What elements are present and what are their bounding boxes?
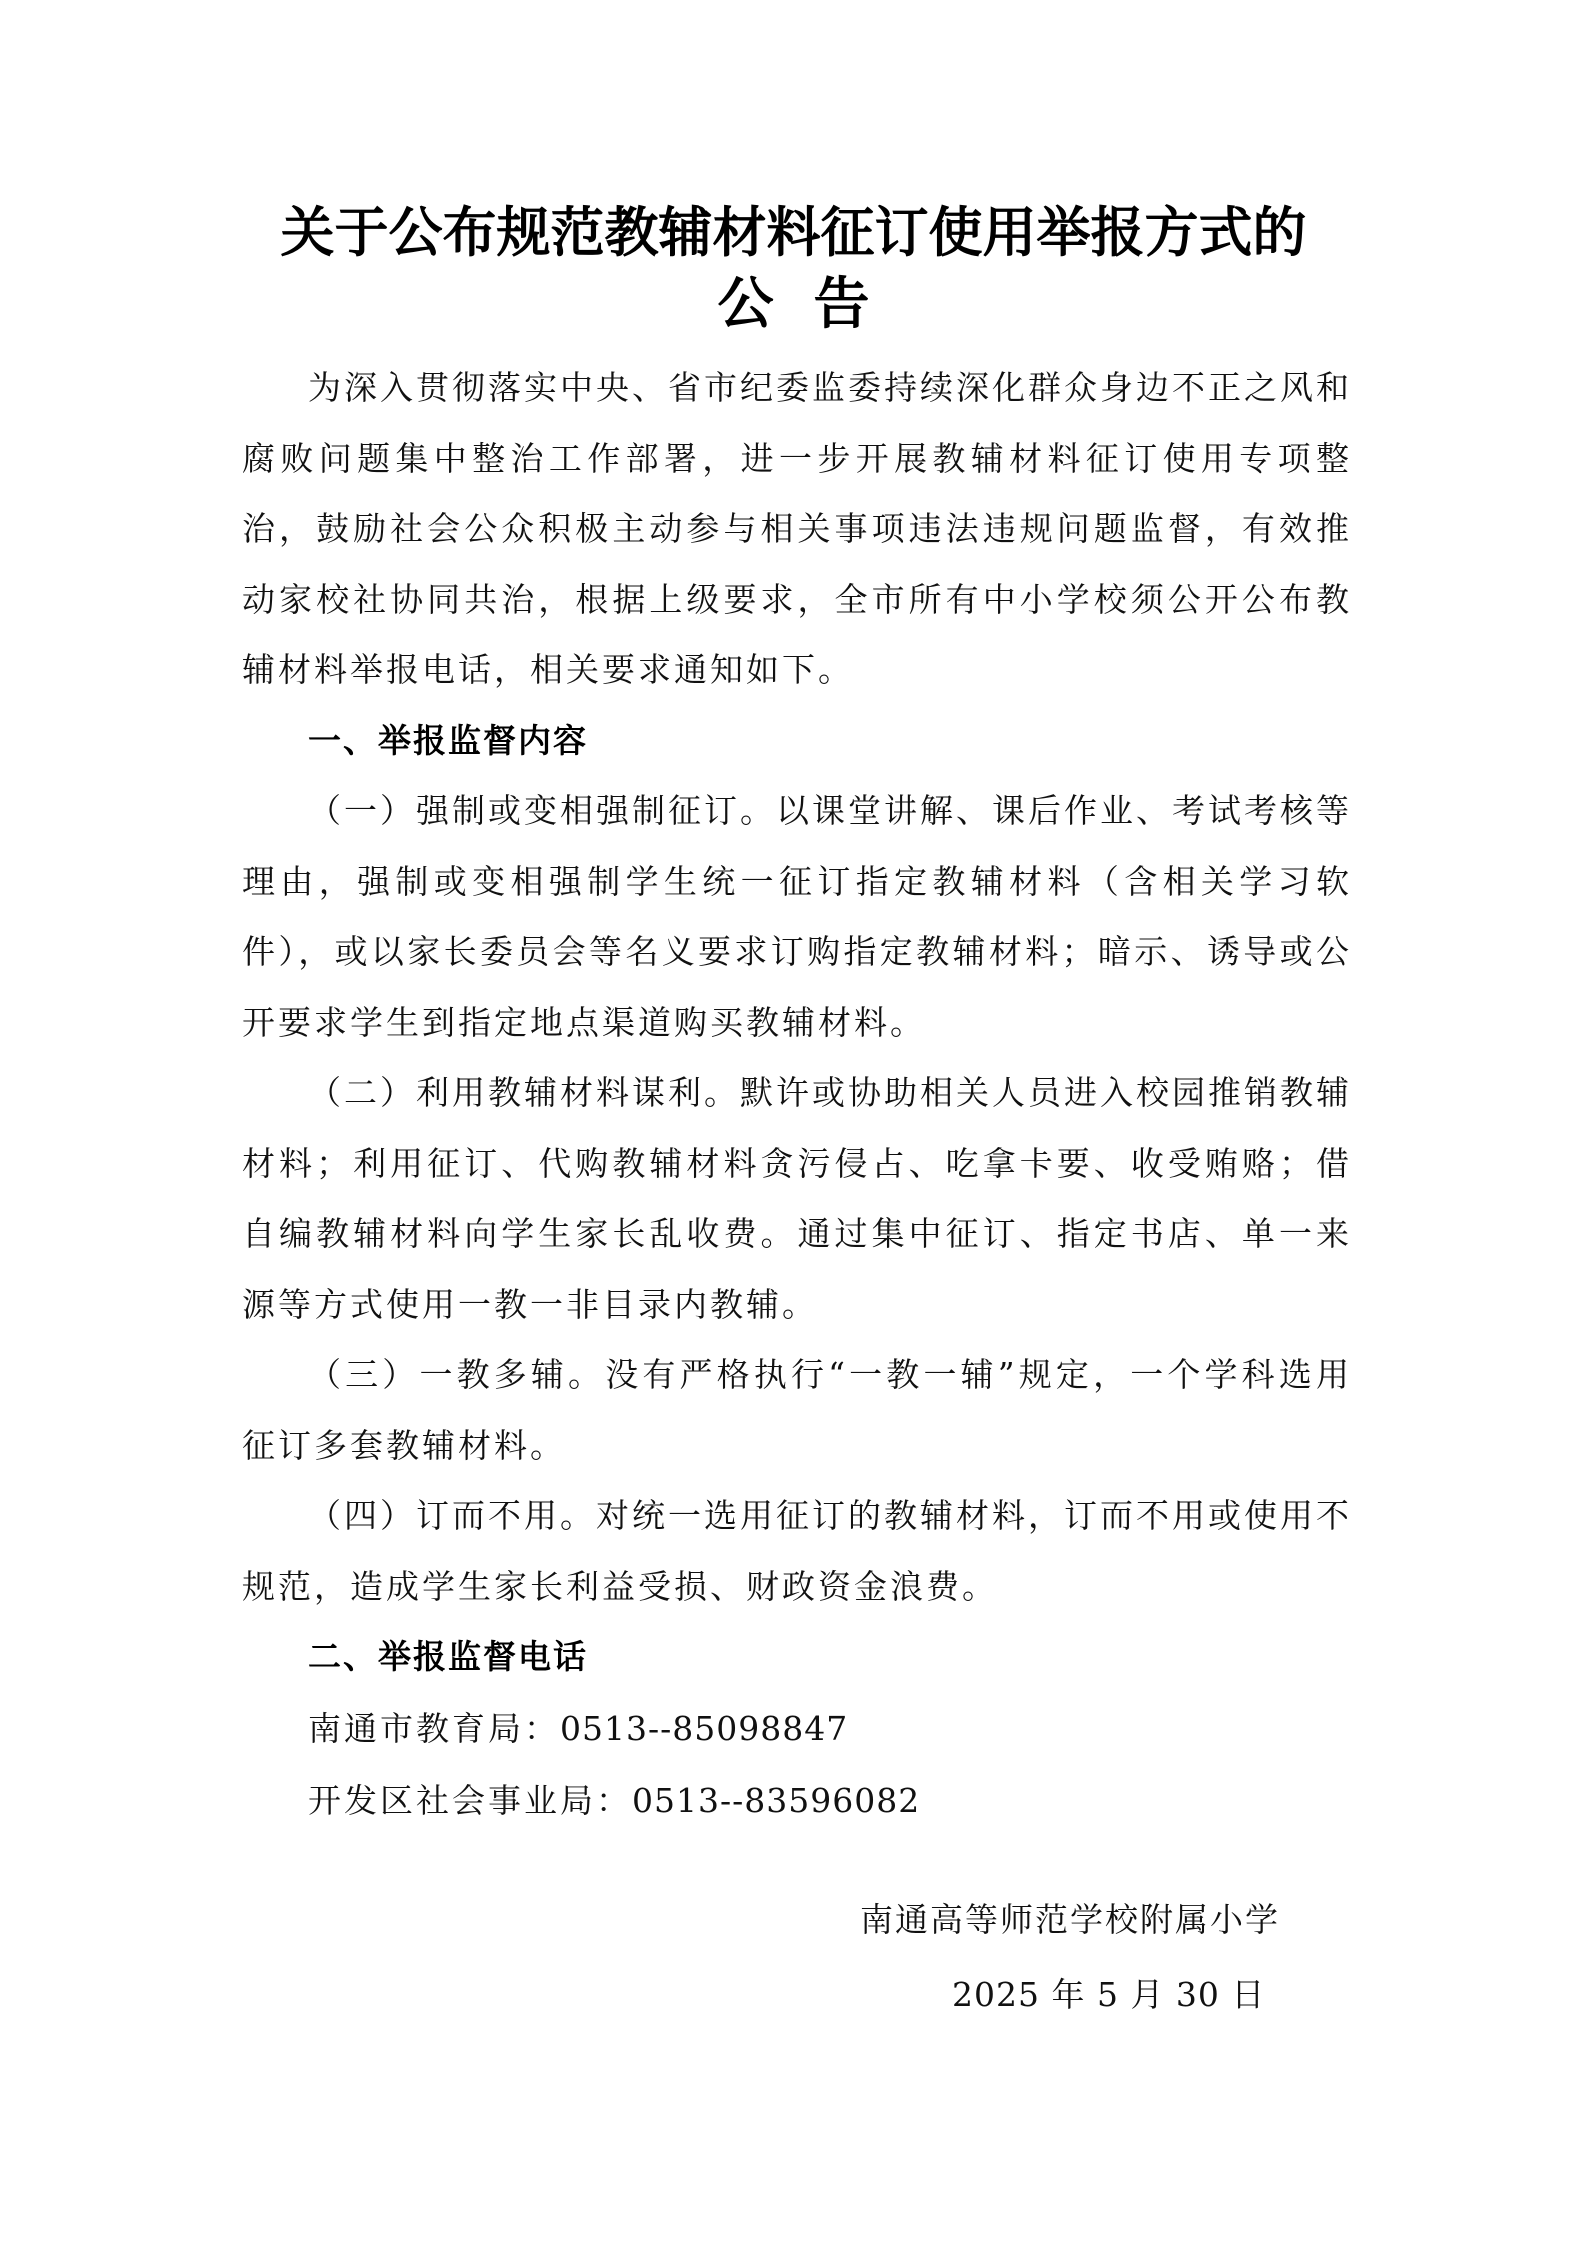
signature-date: 2025 年 5 月 30 日 xyxy=(952,1975,1266,2014)
section-heading-report-content: 一、举报监督内容 xyxy=(308,720,588,760)
item-forced-ordering: （一）强制或变相强制征订。以课堂讲解、课后作业、考试考核等理由，强制或变相强制学生统一征订指定教辅材料（含相关学习软件），或以家长委员会等名义要求订购指定教辅材料；暗示、诱导或公开要求学生到指定地点渠道购买教辅材料。 xyxy=(242,791,1352,1042)
phone-number: 0513--83596082 xyxy=(632,1780,921,1820)
phone-label: 南通市教育局： xyxy=(308,1708,560,1748)
item-ordered-not-used: （四）订而不用。对统一选用征订的教辅材料，订而不用或使用不规范，造成学生家长利益受损、财政资金浪费。 xyxy=(242,1496,1352,1606)
item-profiteering: （二）利用教辅材料谋利。默许或协助相关人员进入校园推销教辅材料；利用征订、代购教辅材料贪污侵占、吃拿卡要、收受贿赂；借自编教辅材料向学生家长乱收费。通过集中征订、指定书店、单一来源等方式使用一教一非目录内教辅。 xyxy=(242,1073,1352,1324)
notice-body xyxy=(242,353,1352,1837)
phone-line-education-bureau xyxy=(242,1693,1352,1765)
item-multiple-supplements: （三）一教多辅。没有严格执行“一教一辅”规定，一个学科选用征订多套教辅材料。 xyxy=(242,1355,1352,1465)
section-heading-report-phones: 二、举报监督电话 xyxy=(308,1637,588,1676)
phone-line-social-affairs-bureau xyxy=(242,1765,1352,1837)
phone-number: 0513--85098847 xyxy=(560,1708,849,1748)
title-line-1: 关于公布规范教辅材料征订使用举报方式的 xyxy=(280,201,1307,264)
signature-organization: 南通高等师范学校附属小学 xyxy=(860,1900,1280,1939)
intro-paragraph: 为深入贯彻落实中央、省市纪委监委持续深化群众身边不正之风和腐败问题集中整治工作部署，进一步开展教辅材料征订使用专项整治，鼓励社会公众积极主动参与相关事项违法违规问题监督，有效推动家校社协同共治，根据上级要求，全市所有中小学校须公开公布教辅材料举报电话，相关要求通知如下。 xyxy=(242,368,1352,689)
title-line-2: 公告 xyxy=(717,272,910,337)
phone-label: 开发区社会事业局： xyxy=(308,1780,632,1820)
